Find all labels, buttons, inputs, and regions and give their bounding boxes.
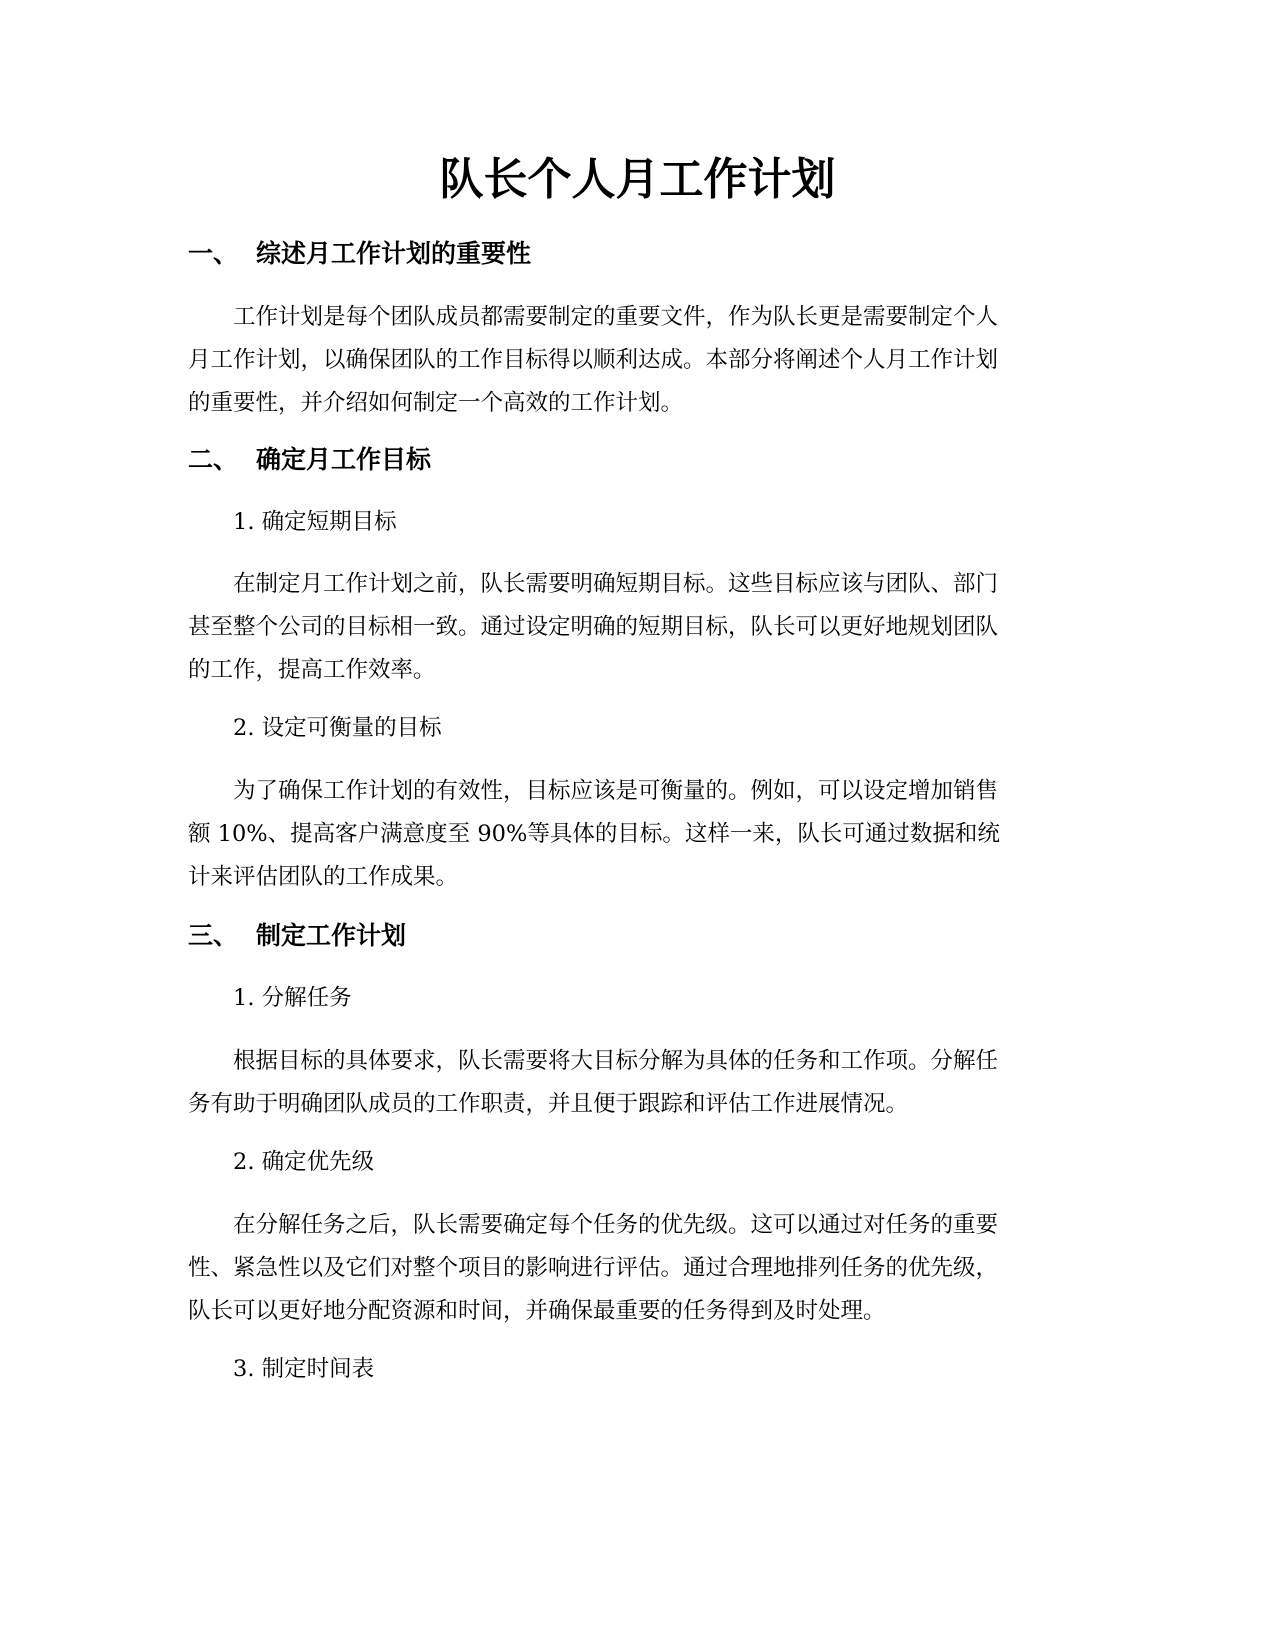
section-number: 三、 bbox=[188, 921, 239, 950]
document-title: 队长个人月工作计划 bbox=[439, 154, 836, 205]
paragraph-line: 队长可以更好地分配资源和时间，并确保最重要的任务得到及时处理。 bbox=[188, 1298, 886, 1324]
paragraph-line: 的重要性，并介绍如何制定一个高效的工作计划。 bbox=[188, 390, 684, 416]
paragraph bbox=[188, 296, 1088, 425]
section-heading-1 bbox=[188, 237, 1088, 271]
subsection-label: 2. 确定优先级 bbox=[233, 1149, 375, 1175]
subsection-label: 1. 分解任务 bbox=[233, 985, 352, 1011]
paragraph-line: 额 10%、提高客户满意度至 90%等具体的目标。这样一来，队长可通过数据和统 bbox=[188, 821, 1000, 847]
paragraph-line: 性、紧急性以及它们对整个项目的影响进行评估。通过合理地排列任务的优先级， bbox=[188, 1255, 999, 1281]
section-heading-text: 确定月工作目标 bbox=[256, 445, 432, 474]
paragraph-line: 甚至整个公司的目标相一致。通过设定明确的短期目标，队长可以更好地规划团队 bbox=[188, 614, 999, 640]
paragraph bbox=[188, 563, 1088, 692]
paragraph-line: 的工作，提高工作效率。 bbox=[188, 657, 436, 683]
section-heading-text: 制定工作计划 bbox=[256, 921, 407, 950]
paragraph bbox=[188, 770, 1088, 899]
section-heading-3 bbox=[188, 919, 1088, 953]
paragraph-line: 在制定月工作计划之前，队长需要明确短期目标。这些目标应该与团队、部门 bbox=[233, 571, 999, 597]
section-number: 二、 bbox=[188, 445, 239, 474]
paragraph bbox=[188, 1204, 1088, 1333]
paragraph-line: 在分解任务之后，队长需要确定每个任务的优先级。这可以通过对任务的重要 bbox=[233, 1212, 999, 1238]
paragraph bbox=[188, 1040, 1088, 1126]
section-heading-2 bbox=[188, 443, 1088, 477]
paragraph-line: 务有助于明确团队成员的工作职责，并且便于跟踪和评估工作进展情况。 bbox=[188, 1091, 909, 1117]
section-heading-text: 综述月工作计划的重要性 bbox=[256, 239, 532, 268]
subsection-label: 1. 确定短期目标 bbox=[233, 509, 397, 535]
subsection-label: 2. 设定可衡量的目标 bbox=[233, 715, 442, 741]
paragraph-line: 月工作计划，以确保团队的工作目标得以顺利达成。本部分将阐述个人月工作计划 bbox=[188, 347, 999, 373]
paragraph-line: 计来评估团队的工作成果。 bbox=[188, 864, 459, 890]
paragraph-line: 工作计划是每个团队成员都需要制定的重要文件，作为队长更是需要制定个人 bbox=[233, 304, 999, 330]
section-number: 一、 bbox=[188, 239, 239, 268]
paragraph-line: 根据目标的具体要求，队长需要将大目标分解为具体的任务和工作项。分解任 bbox=[233, 1048, 999, 1074]
subsection-label: 3. 制定时间表 bbox=[233, 1356, 375, 1382]
paragraph-line: 为了确保工作计划的有效性，目标应该是可衡量的。例如，可以设定增加销售 bbox=[233, 778, 999, 804]
